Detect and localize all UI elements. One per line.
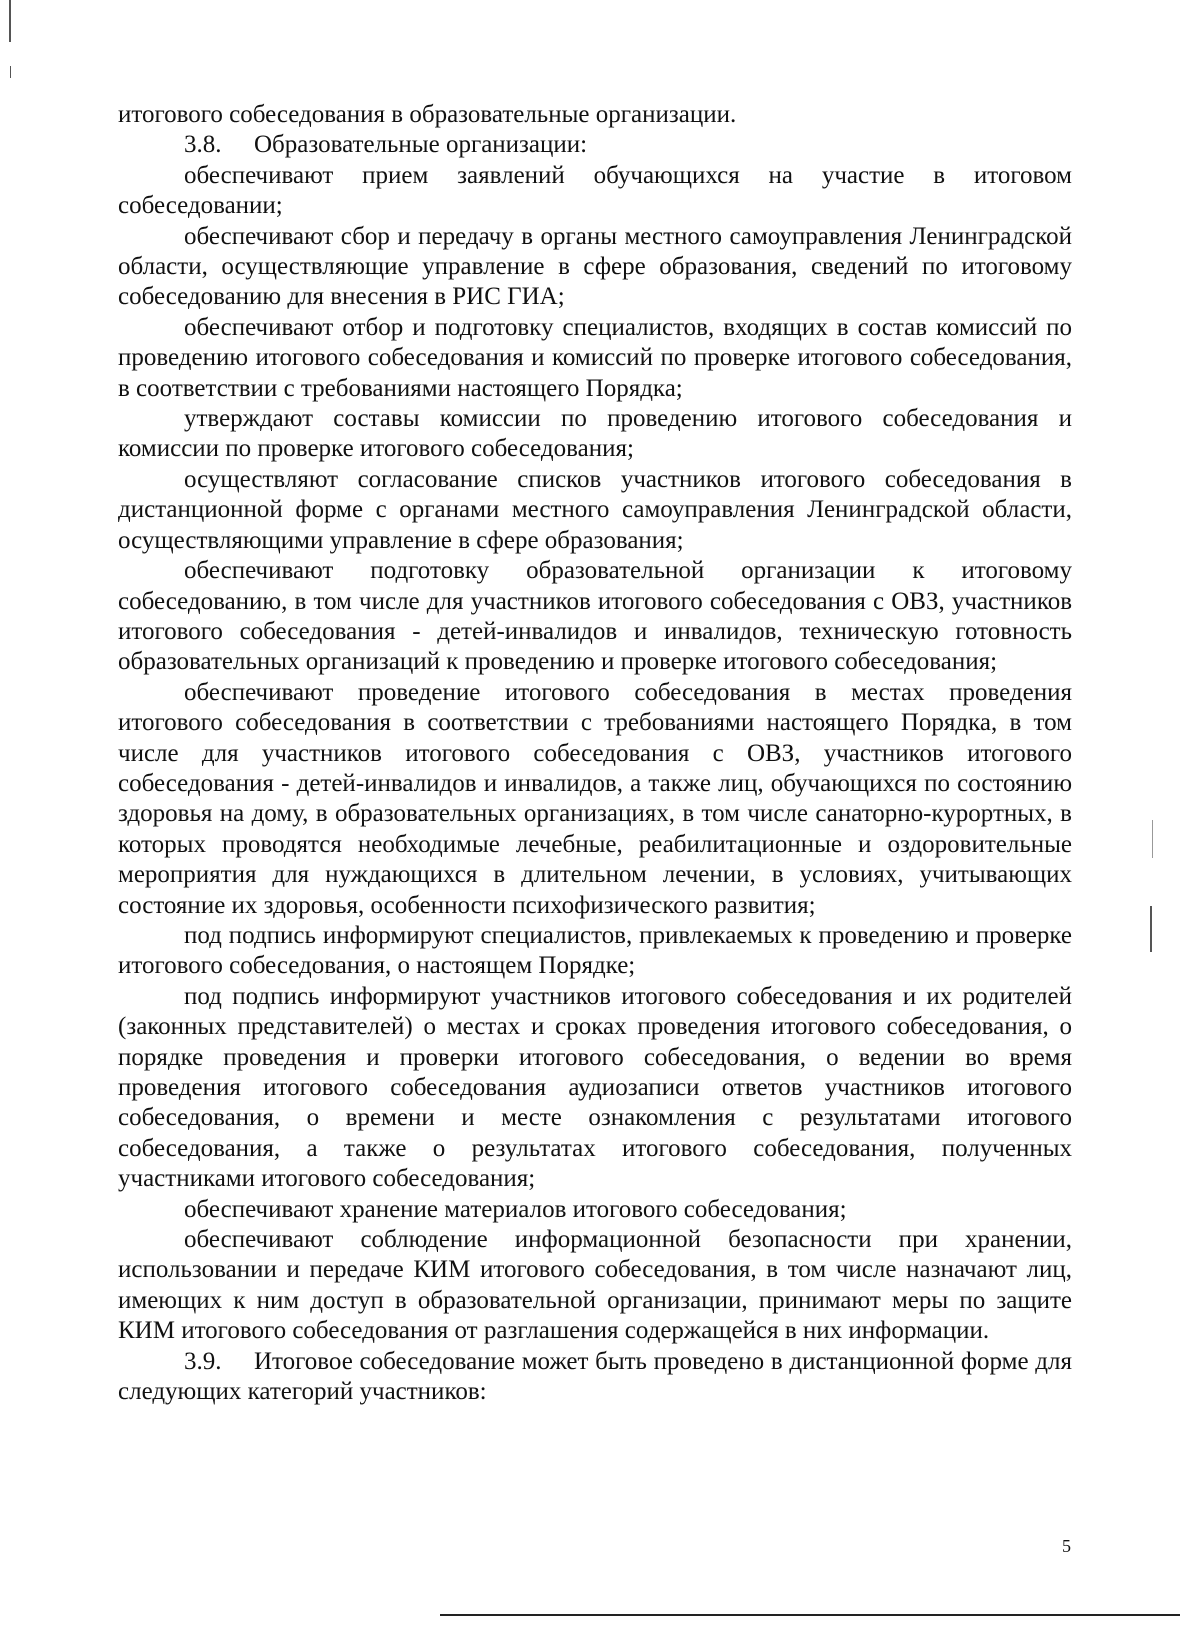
scan-margin-mark (9, 0, 11, 42)
paragraph-section-3-9 (118, 1347, 1072, 1408)
list-item-paragraph: обеспечивают подготовку образовательной организации к итоговому собеседованию, в том числе для участников итогового собеседования с ОВЗ, участников итогового собеседования - детей-инвалидов и инвалидов, техническую готовность образовательных организаций к проведению и проверке итогового собеседования; (118, 557, 1072, 676)
list-item-paragraph: осуществляют согласование списков участников итогового собеседования в дистанционной форме с органами местного самоуправления Ленинградской области, осуществляющими управление в сфере образования; (118, 465, 1072, 554)
list-item-paragraph: обеспечивают прием заявлений обучающихся на участие в итоговом собеседовании; (118, 161, 1072, 220)
list-item-paragraph: обеспечивают сбор и передачу в органы местного самоуправления Ленинградской области, осуществляющие управление в сфере образования, сведений по итоговому собеседованию для внесения в РИС ГИА; (118, 222, 1072, 311)
list-item-paragraph: обеспечивают соблюдение информационной безопасности при хранении, использовании и передаче КИМ итогового собеседования, в том числе назначают лиц, имеющих к ним доступ в образовательной организации, принимают меры по защите КИМ итогового собеседования от разглашения содержащейся в них информации. (118, 1226, 1072, 1345)
section-number: 3.9. (184, 1347, 222, 1375)
document-body (118, 100, 1072, 1407)
list-item-paragraph: обеспечивают проведение итогового собеседования в местах проведения итогового собеседования в соответствии с требованиями настоящего Порядка, в том числе для участников итогового собеседования с ОВЗ, участников итогового собеседования - детей-инвалидов и инвалидов, а также лиц, обучающихся по состоянию здоровья на дому, в образовательных организациях, в том числе санаторно-курортных, в которых проводятся необходимые лечебные, реабилитационные и оздоровительные мероприятия для нуждающихся в длительном лечении, в условиях, учитывающих состояние их здоровья, особенности психофизического развития; (118, 678, 1072, 919)
section-text: Итоговое собеседование может быть проведено в дистанционной форме для следующих категорий участников: (118, 1347, 1072, 1406)
list-item-paragraph: обеспечивают хранение материалов итогового собеседования; (184, 1195, 847, 1223)
section-number: 3.8. (184, 131, 222, 159)
section-text: Образовательные организации: (254, 131, 588, 159)
scan-margin-mark (1150, 906, 1152, 952)
paragraph-continuation: итогового собеседования в образовательные организации. (118, 101, 737, 128)
scan-margin-mark (10, 66, 11, 78)
page-number: 5 (1062, 1536, 1071, 1556)
list-item-paragraph: обеспечивают отбор и подготовку специалистов, входящих в состав комиссий по проведению итогового собеседования и комиссий по проверке итогового собеседования, в соответствии с требованиями настоящего Порядка; (118, 313, 1072, 402)
list-item-paragraph: под подпись информируют участников итогового собеседования и их родителей (законных представителей) о местах и сроках проведения итогового собеседования, о порядке проведения и проверки итогового собеседования, о ведении во время проведения итогового собеседования аудиозаписи ответов участников итогового собеседования, о времени и месте ознакомления с результатами итогового собеседования, а также о результатах итогового собеседования, полученных участниками итогового собеседования; (118, 982, 1072, 1193)
list-item-paragraph: под подпись информируют специалистов, привлекаемых к проведению и проверке итогового собеседования, о настоящем Порядке; (118, 921, 1072, 980)
scan-margin-mark (1152, 820, 1153, 858)
list-item-paragraph: утверждают составы комиссии по проведению итогового собеседования и комиссии по проверке итогового собеседования; (118, 405, 1072, 463)
paragraph-section-3-8 (118, 130, 1072, 160)
footer-rule (440, 1614, 1180, 1616)
